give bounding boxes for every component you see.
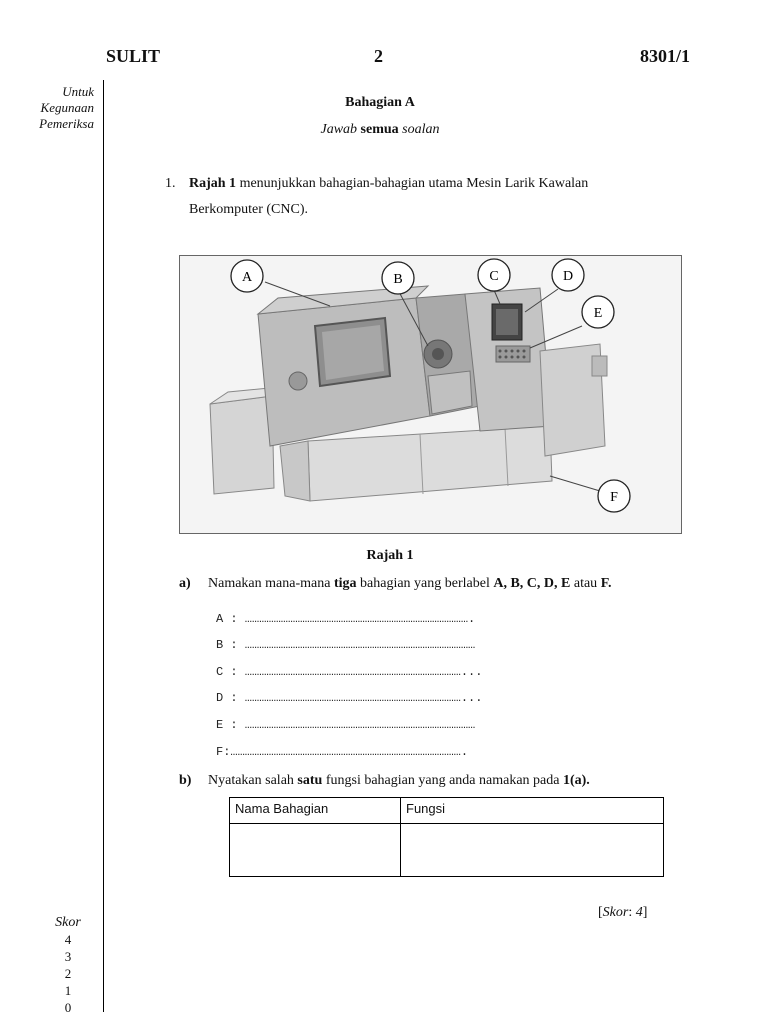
part-a-text xyxy=(208,571,688,597)
answer-cell-function[interactable] xyxy=(401,824,664,877)
margin-divider xyxy=(103,80,104,1012)
table-header-function: Fungsi xyxy=(401,798,664,824)
instruction-bold: semua xyxy=(360,122,399,137)
answer-line-b[interactable]: B : …………………………………………………………………………………… xyxy=(216,638,476,652)
intro-rest: menunjukkan bahagian-bahagian utama Mesin Larik Kawalan xyxy=(239,176,589,191)
part-a-bold: tiga xyxy=(333,576,357,591)
part-a-bold2: A, B, C, D, E xyxy=(493,576,571,591)
figure-caption: Rajah 1 xyxy=(366,548,414,563)
score-close: ] xyxy=(642,905,648,920)
part-a-post: atau xyxy=(573,576,598,591)
margin-note-line: Untuk xyxy=(62,84,94,99)
part-b-mid: fungsi bahagian yang anda namakan pada xyxy=(325,773,560,788)
part-a-pre: Namakan mana-mana xyxy=(208,576,331,591)
score-label: Skor xyxy=(602,905,629,920)
part-a-label: a) xyxy=(179,576,191,591)
intro-bold: Rajah 1 xyxy=(189,176,237,191)
answer-cell-part-name[interactable] xyxy=(230,824,401,877)
examiner-margin-note xyxy=(4,84,94,132)
section-title: Bahagian A xyxy=(345,95,415,110)
figure-label-a: A xyxy=(241,270,253,285)
figure-label-c: C xyxy=(489,269,499,284)
cnc-lathe-illustration xyxy=(180,256,681,533)
figure-label-d: D xyxy=(562,269,574,284)
figure-label-e: E xyxy=(593,306,603,321)
part-a-mid: bahagian yang berlabel xyxy=(360,576,490,591)
answer-line-e[interactable]: E : …………………………………………………………………………………… xyxy=(216,718,476,732)
question-intro xyxy=(189,171,689,223)
question-number: 1. xyxy=(165,176,176,191)
skor-value: 2 xyxy=(64,966,72,981)
figure-label-b: B xyxy=(393,272,403,287)
header-left: SULIT xyxy=(106,46,161,66)
figure-label-f: F xyxy=(610,490,618,505)
answer-line-f[interactable]: F:……………………………………………………………………………………. xyxy=(216,745,469,759)
examiner-skor-list xyxy=(54,914,82,1016)
part-b-pre: Nyatakan salah xyxy=(208,773,294,788)
instruction-post: soalan xyxy=(402,122,440,137)
part-b-bold: satu xyxy=(297,773,323,788)
score-value: 4 xyxy=(635,905,643,920)
skor-value: 3 xyxy=(64,949,72,964)
question-score xyxy=(598,905,647,921)
answer-line-a[interactable]: A : …………………………………………………………………………………. xyxy=(216,612,476,626)
part-b-text xyxy=(208,768,688,794)
score-open: [ xyxy=(598,905,603,920)
cnc-lathe-figure xyxy=(179,255,682,534)
section-instruction xyxy=(280,122,480,138)
skor-value: 4 xyxy=(64,932,72,947)
page-number: 2 xyxy=(374,46,383,66)
skor-value: 0 xyxy=(64,1000,72,1015)
intro-line2: Berkomputer (CNC). xyxy=(189,202,308,217)
margin-note-line: Pemeriksa xyxy=(39,116,94,131)
skor-value: 1 xyxy=(64,983,72,998)
answer-line-d[interactable]: D : ………………………………………………………………………………... xyxy=(216,691,483,705)
margin-note-line: Kegunaan xyxy=(40,100,94,115)
skor-title: Skor xyxy=(55,915,81,930)
part-b-bold2: 1(a). xyxy=(562,773,590,788)
table-header-part-name: Nama Bahagian xyxy=(230,798,401,824)
score-colon: : xyxy=(628,905,633,920)
paper-code: 8301/1 xyxy=(640,46,691,66)
answer-line-c[interactable]: C : ………………………………………………………………………………... xyxy=(216,665,483,679)
instruction-pre: Jawab xyxy=(320,122,358,137)
part-b-label: b) xyxy=(179,773,192,788)
part-a-bold3: F. xyxy=(600,576,612,591)
answer-table xyxy=(229,797,664,877)
